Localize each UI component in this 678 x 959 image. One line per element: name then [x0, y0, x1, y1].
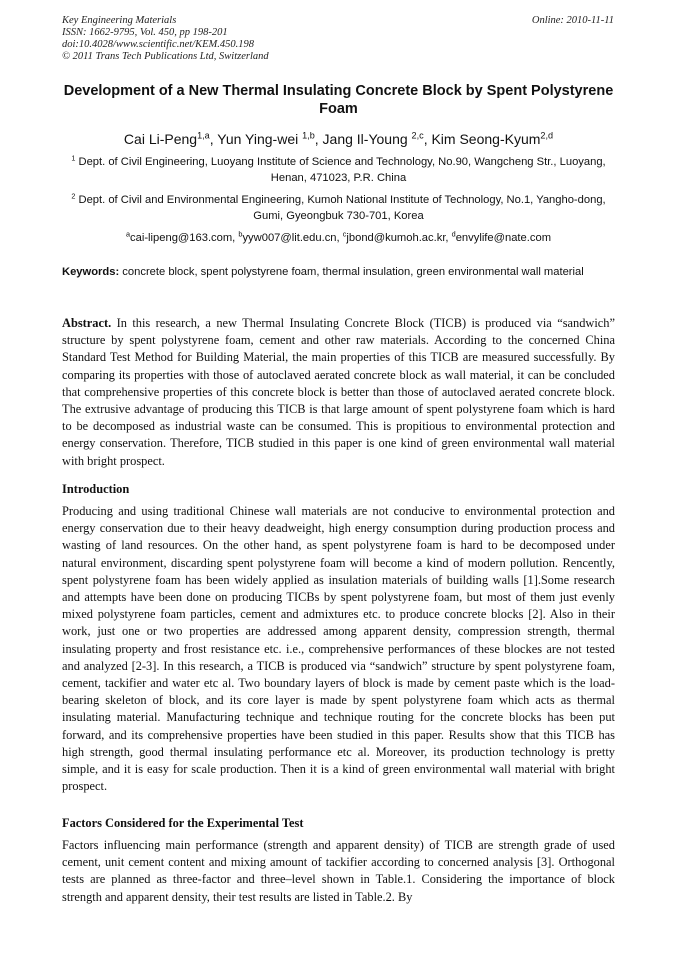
keywords	[62, 264, 615, 280]
author-sep: ,	[314, 131, 323, 147]
author-sup: 2,d	[540, 130, 554, 141]
doi-line[interactable]: doi:10.4028/www.scientific.net/KEM.450.198	[62, 39, 254, 50]
keywords-label: Keywords:	[62, 266, 120, 278]
email-sup: d	[451, 229, 456, 239]
introduction-paragraph: Producing and using traditional Chinese wall materials are not conducive to environmental protection and energy conservation due to their heavy deadweight, high energy consumption during production process and wasting of land resources. On the other hand, as spent polystyrene foam is hard to be decomposed under natural environment, discarding spent polystyrene foam will become a kind of modern pollution. Rencently, spent polystyrene foam has been widely applied as insulation materials of building walls [1].Some research and attempts have been done on producing TICBs by spent polystyrene foam, but most of them just evenly mixed polystyrene foam particles, cement and admixtures etc. to produce concrete blocks [2]. Also in their work, just one or two properties are addressed among apparent density, compression strength, thermal insulating property and frost resistance etc. i.e., comprehensive performances of these blockes are not tested and analyzed [2-3]. In this research, a TICB is produced via “sandwich” structure by spent polystyrene foam, cement, tackifier and water etc al. Two boundary layers of block is made by cement paste which is the load-bearing skeleton of block, and its core layer is made by spent polystyrene foam which acts as thermal insulating material. Manufacturing technique and technique routing for the concrete blocks has been put forward, and its comprehensive properties have been studied in this paper. Results show that this TICB has high strength, good thermal insulating performance etc al. Moreover, its production technology is pretty simple, and it is easy for scale production. Then it is a kind of green environmental wall material with bright prospect.	[62, 504, 615, 794]
affiliation-sup: 2	[71, 191, 76, 201]
email-address[interactable]: jbond@kumoh.ac.kr,	[346, 232, 452, 244]
publication-header	[62, 15, 269, 63]
section-heading-factors: Factors Considered for the Experimental Test	[62, 816, 304, 830]
paper-title: Development of a New Thermal Insulating Concrete Block by Spent Polystyrene Foam	[63, 83, 614, 117]
author-sup: 2,c	[411, 130, 424, 141]
issn-line: ISSN: 1662-9795, Vol. 450, pp 198-201	[62, 27, 228, 38]
author-sep: ,	[209, 131, 218, 147]
email-address[interactable]: yyw007@lit.edu.cn,	[242, 232, 343, 244]
email-sup: c	[342, 229, 347, 239]
email-list	[62, 230, 615, 246]
keywords-text: concrete block, spent polystyrene foam, thermal insulation, green environmental wall material	[119, 266, 584, 278]
author-sep: ,	[423, 131, 432, 147]
abstract	[62, 315, 615, 470]
author-sup: 1,b	[302, 130, 315, 141]
affiliation-sup: 1	[71, 153, 76, 163]
online-date: Online: 2010-11-11	[531, 15, 614, 26]
author-list	[62, 130, 615, 148]
email-sup: a	[125, 229, 131, 239]
copyright-line: © 2011 Trans Tech Publications Ltd, Switzerland	[62, 51, 269, 62]
author-name: Yun Ying-wei	[217, 131, 303, 147]
affiliation-text: Dept. of Civil and Environmental Engineering, Kumoh National Institute of Technology, No.1, Yangho-dong, Gumi, Gyeongbuk 730-701, Korea	[75, 194, 606, 222]
factors-paragraph: Factors influencing main performance (strength and apparent density) of TICB are strength grade of used cement, unit cement content and mixing amount of tackifier according to concerned analysis [3]. Orthogonal tests are planned as three-factor and three–level shown in Table.1. Considering the importance of block strength and apparent density, their test results are listed in Table.2. By	[62, 838, 615, 904]
email-address[interactable]: envylife@nate.com	[455, 232, 552, 244]
email-sup: b	[238, 229, 243, 239]
author-sup: 1,a	[197, 130, 210, 141]
section-heading-introduction: Introduction	[62, 482, 130, 496]
author-name: Jang Il-Young	[322, 131, 412, 147]
author-name: Kim Seong-Kyum	[431, 131, 541, 147]
author-name: Cai Li-Peng	[123, 131, 198, 147]
abstract-text: In this research, a new Thermal Insulating Concrete Block (TICB) is produced via “sandwich” structure by spent polystyrene foam, cement and other raw materials. According to the concerned China Standard Test Method for Building Material, the main properties of this TICB are measured successfully. By comparing its properties with those of autoclaved aerated concrete block as wall material, it can be concluded that comprehensive properties of this concrete block is better than those of autoclaved aerated concrete block. The extrusive advantage of producing this TICB is that large amount of spent polystyrene foam which is hard to be decomposed as industrial waste can be consumed. This is propitious to environmental protection and energy conservation. Therefore, TICB studied in this paper is one kind of green environmental wall material with bright prospect.	[62, 316, 615, 468]
email-address[interactable]: cai-lipeng@163.com,	[130, 232, 239, 244]
abstract-label: Abstract.	[62, 316, 112, 330]
affiliation-1	[62, 154, 615, 186]
affiliation-text: Dept. of Civil Engineering, Luoyang Institute of Science and Technology, No.90, Wangcheng Str., Luoyang, Henan, 471023, P.R. China	[75, 156, 606, 184]
affiliation-2	[62, 192, 615, 224]
journal-name: Key Engineering Materials	[62, 15, 177, 26]
